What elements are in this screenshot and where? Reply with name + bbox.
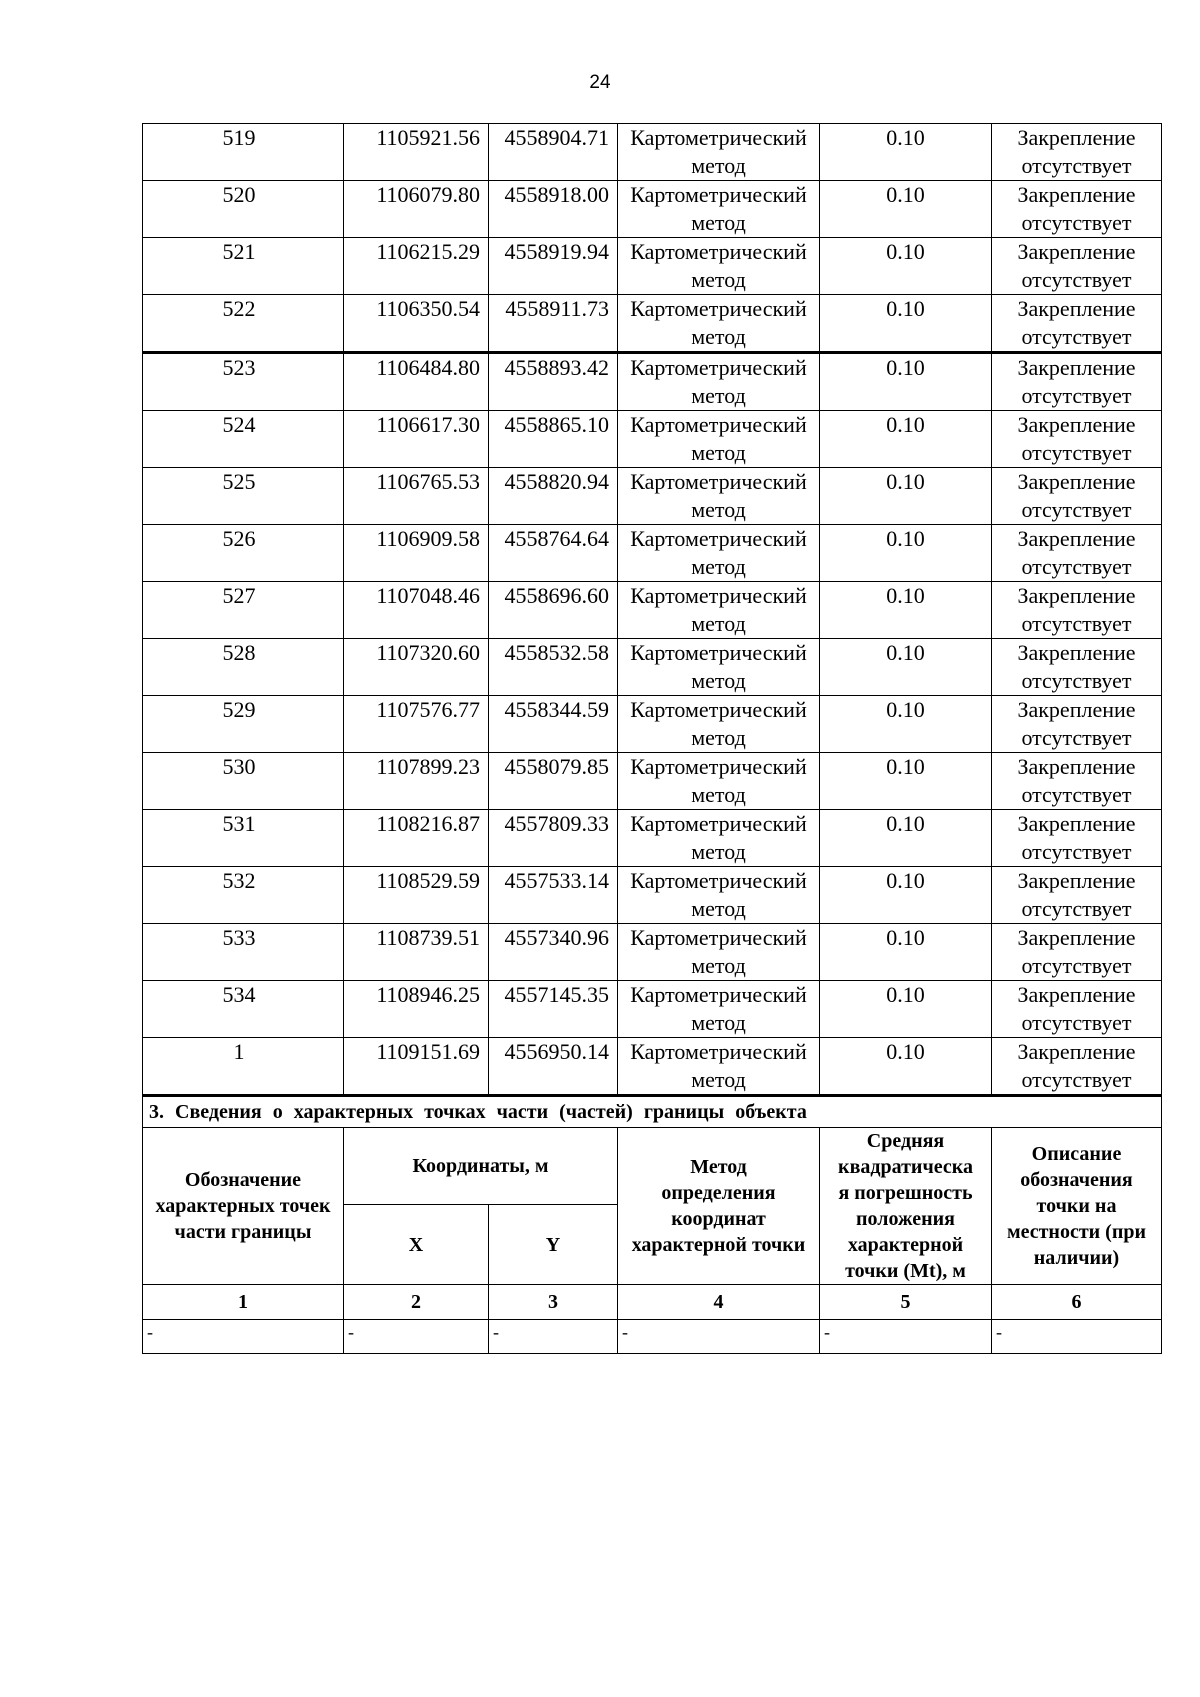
y-coordinate-cell: 4557145.35 (489, 981, 618, 1038)
point-number-cell: 533 (143, 924, 344, 981)
table-row (143, 924, 1162, 981)
column-number: 4 (618, 1285, 820, 1320)
description-cell: Закрепление отсутствует (992, 981, 1162, 1038)
accuracy-cell: 0.10 (820, 981, 992, 1038)
column-number: 5 (820, 1285, 992, 1320)
boundary-points-table (142, 123, 1162, 1354)
table-row (143, 295, 1162, 353)
table-row (143, 353, 1162, 411)
column-numbers-row (143, 1285, 1162, 1320)
point-number-cell: 1 (143, 1038, 344, 1096)
y-coordinate-cell: 4558532.58 (489, 639, 618, 696)
description-cell: Закрепление отсутствует (992, 411, 1162, 468)
description-cell: Закрепление отсутствует (992, 810, 1162, 867)
y-coordinate-cell: 4558919.94 (489, 238, 618, 295)
y-coordinate-cell: 4557533.14 (489, 867, 618, 924)
accuracy-cell: 0.10 (820, 468, 992, 525)
description-cell: Закрепление отсутствует (992, 238, 1162, 295)
column-number: 6 (992, 1285, 1162, 1320)
accuracy-cell: 0.10 (820, 353, 992, 411)
accuracy-cell: 0.10 (820, 867, 992, 924)
accuracy-cell: 0.10 (820, 411, 992, 468)
header-designation: Обозначение характерных точек части границы (143, 1128, 344, 1285)
x-coordinate-cell: 1105921.56 (344, 124, 489, 181)
page-number: 24 (589, 72, 611, 93)
x-coordinate-cell: 1108739.51 (344, 924, 489, 981)
method-cell: Картометрический метод (618, 124, 820, 181)
empty-cell: - (344, 1320, 489, 1354)
empty-cell: - (618, 1320, 820, 1354)
method-cell: Картометрический метод (618, 810, 820, 867)
description-cell: Закрепление отсутствует (992, 181, 1162, 238)
description-cell: Закрепление отсутствует (992, 753, 1162, 810)
header-description: Описание обозначения точки на местности (при наличии) (992, 1128, 1162, 1285)
header-method: Метод определения координат характерной точки (618, 1128, 820, 1285)
column-number: 1 (143, 1285, 344, 1320)
description-cell: Закрепление отсутствует (992, 867, 1162, 924)
x-coordinate-cell: 1108529.59 (344, 867, 489, 924)
description-cell: Закрепление отсутствует (992, 353, 1162, 411)
table-row (143, 639, 1162, 696)
accuracy-cell: 0.10 (820, 124, 992, 181)
column-number: 2 (344, 1285, 489, 1320)
point-number-cell: 521 (143, 238, 344, 295)
method-cell: Картометрический метод (618, 181, 820, 238)
section-3-title: 3. Сведения о характерных точках части (частей) границы объекта (143, 1096, 1162, 1128)
description-cell: Закрепление отсутствует (992, 639, 1162, 696)
accuracy-cell: 0.10 (820, 1038, 992, 1096)
point-number-cell: 534 (143, 981, 344, 1038)
empty-cell: - (820, 1320, 992, 1354)
table-row (143, 981, 1162, 1038)
accuracy-cell: 0.10 (820, 810, 992, 867)
table-row (143, 525, 1162, 582)
x-coordinate-cell: 1109151.69 (344, 1038, 489, 1096)
x-coordinate-cell: 1107899.23 (344, 753, 489, 810)
section-3 (143, 1096, 1162, 1354)
point-number-cell: 529 (143, 696, 344, 753)
method-cell: Картометрический метод (618, 867, 820, 924)
column-number: 3 (489, 1285, 618, 1320)
point-number-cell: 522 (143, 295, 344, 353)
x-coordinate-cell: 1108216.87 (344, 810, 489, 867)
point-number-cell: 528 (143, 639, 344, 696)
description-cell: Закрепление отсутствует (992, 468, 1162, 525)
description-cell: Закрепление отсутствует (992, 295, 1162, 353)
accuracy-cell: 0.10 (820, 639, 992, 696)
x-coordinate-cell: 1106079.80 (344, 181, 489, 238)
method-cell: Картометрический метод (618, 468, 820, 525)
table-row (143, 124, 1162, 181)
method-cell: Картометрический метод (618, 1038, 820, 1096)
header-y: Y (489, 1205, 618, 1285)
table-row (143, 867, 1162, 924)
x-coordinate-cell: 1107048.46 (344, 582, 489, 639)
accuracy-cell: 0.10 (820, 181, 992, 238)
x-coordinate-cell: 1106484.80 (344, 353, 489, 411)
header-mt: Средняя квадратическа я погрешность положения характерной точки (Mt), м (820, 1128, 992, 1285)
description-cell: Закрепление отсутствует (992, 1038, 1162, 1096)
y-coordinate-cell: 4557809.33 (489, 810, 618, 867)
method-cell: Картометрический метод (618, 981, 820, 1038)
point-number-cell: 519 (143, 124, 344, 181)
method-cell: Картометрический метод (618, 353, 820, 411)
header-coordinates: Координаты, м (344, 1128, 618, 1205)
x-coordinate-cell: 1106350.54 (344, 295, 489, 353)
y-coordinate-cell: 4558918.00 (489, 181, 618, 238)
table-row (143, 411, 1162, 468)
method-cell: Картометрический метод (618, 525, 820, 582)
point-number-cell: 526 (143, 525, 344, 582)
x-coordinate-cell: 1107320.60 (344, 639, 489, 696)
method-cell: Картометрический метод (618, 411, 820, 468)
y-coordinate-cell: 4557340.96 (489, 924, 618, 981)
table-row (143, 753, 1162, 810)
header-x: X (344, 1205, 489, 1285)
accuracy-cell: 0.10 (820, 295, 992, 353)
accuracy-cell: 0.10 (820, 924, 992, 981)
y-coordinate-cell: 4558865.10 (489, 411, 618, 468)
empty-cell: - (489, 1320, 618, 1354)
empty-cell: - (143, 1320, 344, 1354)
method-cell: Картометрический метод (618, 753, 820, 810)
x-coordinate-cell: 1106215.29 (344, 238, 489, 295)
y-coordinate-cell: 4558079.85 (489, 753, 618, 810)
point-number-cell: 531 (143, 810, 344, 867)
y-coordinate-cell: 4558344.59 (489, 696, 618, 753)
x-coordinate-cell: 1107576.77 (344, 696, 489, 753)
accuracy-cell: 0.10 (820, 753, 992, 810)
x-coordinate-cell: 1106617.30 (344, 411, 489, 468)
description-cell: Закрепление отсутствует (992, 525, 1162, 582)
table-row (143, 468, 1162, 525)
y-coordinate-cell: 4558911.73 (489, 295, 618, 353)
description-cell: Закрепление отсутствует (992, 582, 1162, 639)
table-row (143, 696, 1162, 753)
point-number-cell: 532 (143, 867, 344, 924)
point-number-cell: 525 (143, 468, 344, 525)
accuracy-cell: 0.10 (820, 696, 992, 753)
y-coordinate-cell: 4558764.64 (489, 525, 618, 582)
point-number-cell: 527 (143, 582, 344, 639)
table-row (143, 582, 1162, 639)
description-cell: Закрепление отсутствует (992, 924, 1162, 981)
x-coordinate-cell: 1106765.53 (344, 468, 489, 525)
description-cell: Закрепление отсутствует (992, 124, 1162, 181)
empty-cell: - (992, 1320, 1162, 1354)
y-coordinate-cell: 4558893.42 (489, 353, 618, 411)
y-coordinate-cell: 4558904.71 (489, 124, 618, 181)
description-cell: Закрепление отсутствует (992, 696, 1162, 753)
points-rows (143, 124, 1162, 1096)
method-cell: Картометрический метод (618, 924, 820, 981)
table-row (143, 810, 1162, 867)
accuracy-cell: 0.10 (820, 525, 992, 582)
accuracy-cell: 0.10 (820, 238, 992, 295)
y-coordinate-cell: 4556950.14 (489, 1038, 618, 1096)
accuracy-cell: 0.10 (820, 582, 992, 639)
table-row (143, 1038, 1162, 1096)
x-coordinate-cell: 1106909.58 (344, 525, 489, 582)
point-number-cell: 523 (143, 353, 344, 411)
point-number-cell: 530 (143, 753, 344, 810)
method-cell: Картометрический метод (618, 295, 820, 353)
empty-row (143, 1320, 1162, 1354)
method-cell: Картометрический метод (618, 696, 820, 753)
x-coordinate-cell: 1108946.25 (344, 981, 489, 1038)
table-row (143, 181, 1162, 238)
point-number-cell: 520 (143, 181, 344, 238)
table-row (143, 238, 1162, 295)
method-cell: Картометрический метод (618, 639, 820, 696)
point-number-cell: 524 (143, 411, 344, 468)
method-cell: Картометрический метод (618, 582, 820, 639)
y-coordinate-cell: 4558696.60 (489, 582, 618, 639)
method-cell: Картометрический метод (618, 238, 820, 295)
y-coordinate-cell: 4558820.94 (489, 468, 618, 525)
